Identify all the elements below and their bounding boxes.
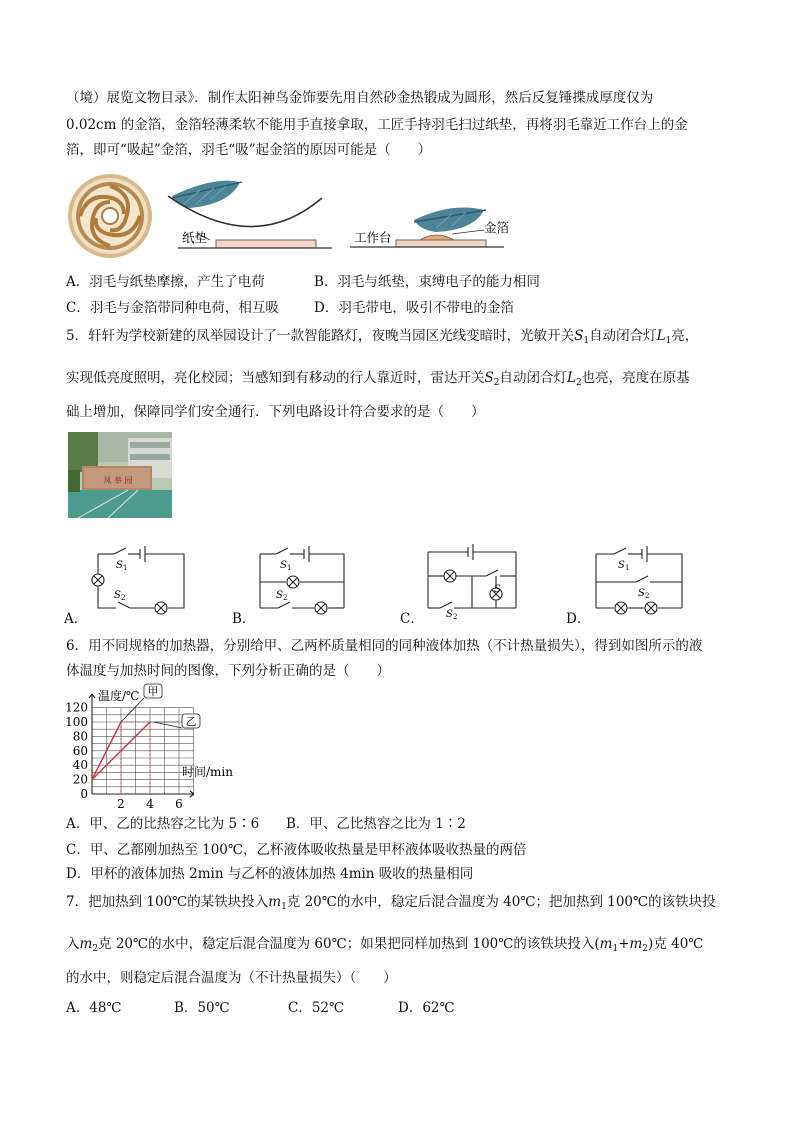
x-axis-label: 时间/min [182,765,233,779]
svg-text:S: S [618,560,625,571]
q7-option-c[interactable]: C．52℃ [288,1000,345,1016]
svg-text:S: S [280,560,287,571]
garden-photo [68,432,172,518]
y-tick-label: 40 [72,758,88,773]
feather-icon [172,181,242,208]
svg-text:1: 1 [287,564,292,572]
svg-text:1: 1 [123,564,128,572]
series-label: 甲 [147,685,159,698]
circuit-a [86,548,186,612]
q6-option-a[interactable]: A．甲、乙的比热容之比为 5∶6 [66,816,260,832]
svg-text:S: S [114,590,121,601]
q4-line-2: 0.02cm 的金箔，金箔轻薄柔软不能用手直接拿取，工匠手持羽毛扫过纸垫，再将羽毛靠近工作台上的金 [66,117,688,133]
q6-option-b[interactable]: B．甲、乙比热容之比为 1∶2 [286,816,466,832]
q4-option-c[interactable]: C．羽毛与金箔带同种电荷，相互吸 [66,300,279,316]
q4-option-a[interactable]: A．羽毛与纸垫摩擦，产生了电荷 [66,274,265,290]
sunbird-artifact-image [68,174,152,258]
q5-line-3: 础上增加，保障同学们安全通行．下列电路设计符合要求的是（ ） [66,404,485,420]
y-tick-label: 80 [72,729,88,744]
svg-text:S: S [446,609,453,620]
label-workbench: 工作台 [354,230,392,245]
q7-line-1: 7．把加热到 100℃的某铁块投入$m_1$克 20℃的水中，稳定后混合温度为 40℃；把加热到 100℃的该铁块投 [66,894,716,912]
q6-line-1: 6．用不同规格的加热器，分别给甲、乙两杯质量相同的同种液体加热（不计热量损失），得到如图所示的液 [66,638,703,654]
gold-foil [420,235,454,240]
q6-line-2: 体温度与加热时间的图像，下列分析正确的是（ ） [66,663,390,679]
svg-text:2: 2 [645,592,650,600]
q5-line-2: 实现低亮度照明，亮化校园；当感知到有移动的行人靠近时，雷达开关$S_2$自动闭合灯$L_2$也亮，亮度在原基 [66,370,690,388]
svg-text:S: S [494,584,501,595]
circuit-c [426,546,520,621]
series-label-leader [154,722,182,728]
q4-figure [64,174,534,256]
q7-option-a[interactable]: A．48℃ [66,1000,122,1016]
temperature-time-chart [62,684,252,811]
y-tick-label: 120 [65,700,88,715]
series-label: 乙 [185,715,197,728]
svg-text:2: 2 [121,594,126,602]
q5-option-a[interactable]: A． [64,611,88,627]
q5-line-1: 5．轩轩为学校新建的凤举园设计了一款智能路灯，夜晚当园区光线变暗时，光敏开关$S_1$自动闭合灯$L_1$亮， [66,328,699,346]
x-tick-label: 6 [175,797,183,811]
svg-text:1: 1 [625,564,630,572]
q6-option-d[interactable]: D．甲杯的液体加热 2min 与乙杯的液体加热 4min 吸收的热量相同 [66,866,474,882]
q7-line-2: 入$m_2$克 20℃的水中，稳定后混合温度为 60℃；如果把同样加热到 100℃的该铁块投入$(m_1+m_2)$克 40℃ [66,936,704,954]
y-axis-label: 温度/℃ [98,689,140,703]
q4-line-3: 箔，即可“吸起”金箔，羽毛“吸”起金箔的原因可能是（ ） [66,142,432,158]
y-tick-label: 100 [65,715,88,729]
q4-line-1: （境）展览文物目录》．制作太阳神鸟金饰要先用自然砂金热锻成为圆形，然后反复锤揲成厚度仅为 [66,90,654,106]
q6-option-c[interactable]: C．甲、乙都刚加热至 100℃，乙杯液体吸收热量是甲杯液体吸收热量的两倍 [66,842,527,858]
y-tick-label: 0 [80,787,88,801]
label-gold-foil: 金箔 [484,220,510,235]
feather-icon [414,208,486,232]
svg-text:2: 2 [283,594,288,602]
q5-option-c[interactable]: C． [400,611,424,627]
q5-option-b[interactable]: B． [232,611,256,627]
q5-option-d[interactable]: D． [566,611,591,627]
q7-option-d[interactable]: D．62℃ [398,1000,455,1016]
y-tick-label: 60 [72,743,88,758]
q7-line-3: 的水中，则稳定后混合温度为（不计热量损失）（ ） [66,970,397,986]
circuit-d [594,548,686,612]
q4-option-b[interactable]: B．羽毛与纸垫，束缚电子的能力相同 [314,274,540,290]
x-tick-label: 2 [117,797,125,811]
svg-text:S: S [116,560,123,571]
svg-text:2: 2 [453,613,458,621]
circuit-b [256,548,348,612]
label-paper-pad: 纸垫 [182,230,208,245]
y-tick-label: 20 [72,772,88,787]
q4-option-d[interactable]: D．羽毛带电，吸引不带电的金箔 [314,300,514,316]
q7-option-b[interactable]: B．50℃ [174,1000,230,1016]
svg-text:S: S [276,590,283,601]
svg-text:S: S [638,588,645,599]
x-tick-label: 4 [146,797,154,811]
sign-text: 凤 举 园 [103,476,133,485]
